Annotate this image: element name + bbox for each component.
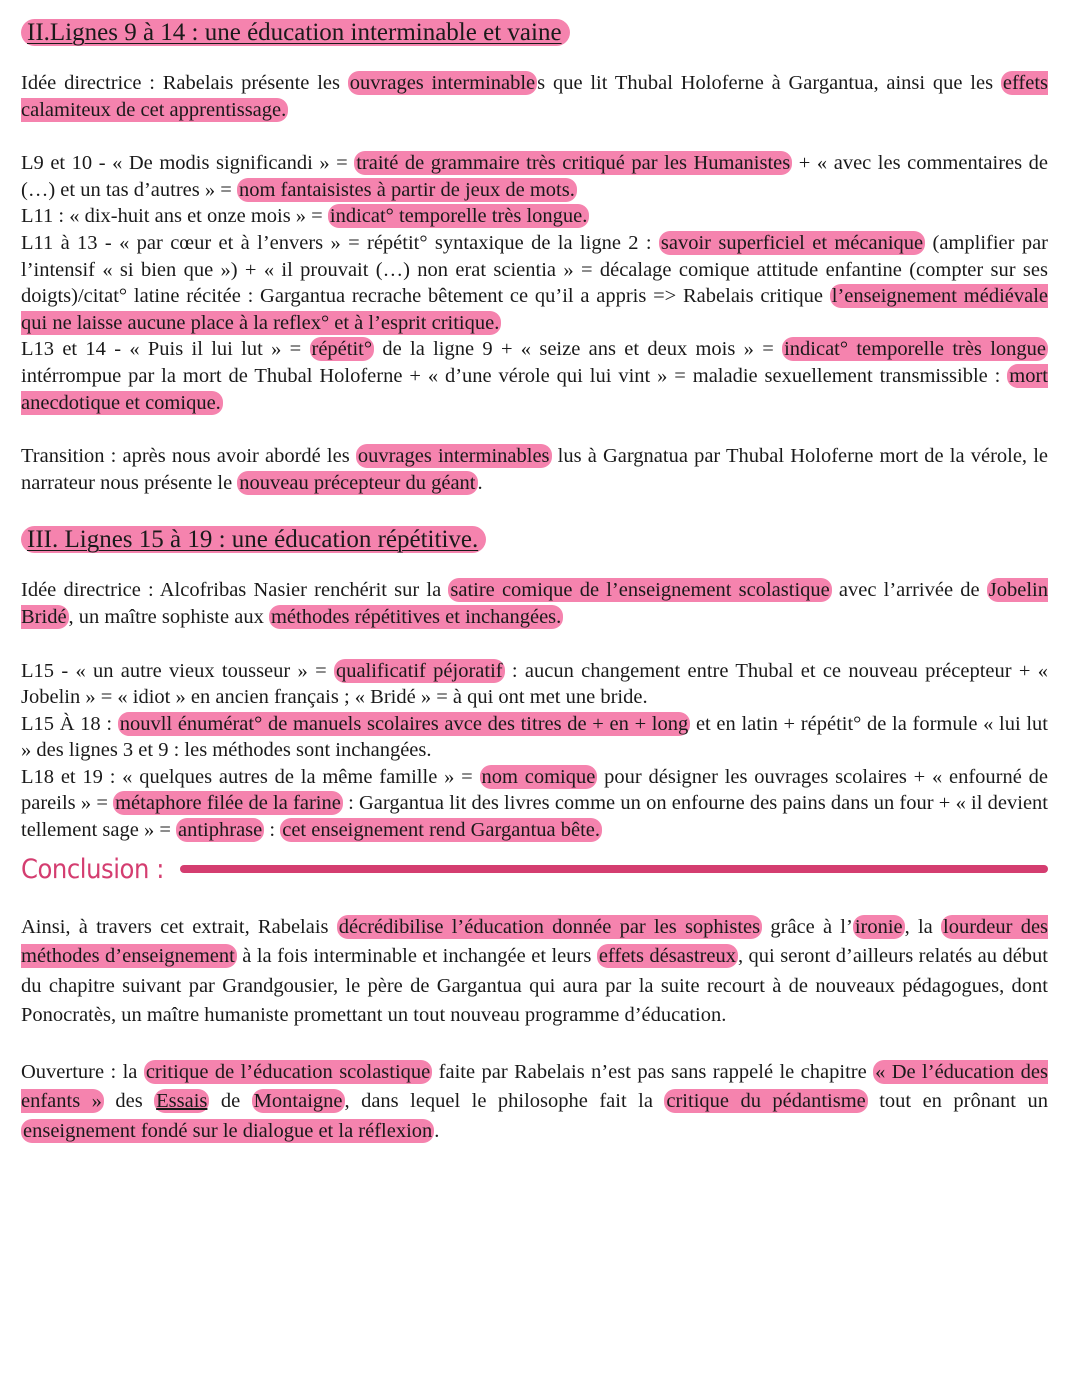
highlighted-text: nom comique [481, 765, 596, 788]
highlighted-text: satire comique de l’enseignement scolastique [450, 579, 830, 602]
section-2-title: II.Lignes 9 à 14 : une éducation interminable et vaine [21, 19, 570, 46]
text: Idée directrice : Alcofribas Nasier renchérit sur la [21, 579, 449, 602]
text: : Gargantua lit des livres comme un on enfourne des pains dans un four + « il devient tellement sage » = [21, 792, 1048, 842]
section-2-body [21, 70, 1048, 496]
conclusion-heading [21, 854, 1048, 885]
paragraph [21, 336, 1048, 416]
highlighted-text: ironie [854, 915, 903, 938]
text: s que lit Thubal Holoferne à Gargantua, ainsi que les [537, 72, 1001, 94]
text: Idée directrice : Rabelais présente les [21, 72, 348, 94]
highlighted-text: « De l’éducation des enfants » [21, 1060, 1048, 1113]
text: des [103, 1090, 155, 1113]
text: grâce à l’ [762, 915, 853, 938]
highlighted-text: indicat° temporelle très longue. [329, 205, 588, 228]
highlighted-text: cet enseignement rend Gargantua bête. [282, 819, 601, 842]
highlighted-text: enseignement fondé sur le dialogue et la réflexion [23, 1119, 433, 1142]
text: à la fois interminable et inchangée et leurs [236, 945, 597, 968]
paragraph [21, 70, 1048, 123]
paragraph [21, 913, 1048, 1031]
highlighted-text: ouvrages interminable [349, 72, 536, 94]
highlighted-text: nom fantaisistes à partir de jeux de mots. [238, 178, 575, 201]
highlighted-text: effets désastreux [598, 945, 736, 968]
text: lus à Gargnatua par Thubal Holoferne mort de la vérole, le narrateur nous présente le [21, 445, 1048, 494]
paragraph [21, 658, 1048, 711]
paragraph [21, 577, 1048, 630]
text: de la ligne 9 + « seize ans et deux mois » = [374, 338, 783, 361]
paragraph [21, 150, 1048, 203]
text: L11 : « dix-huit ans et onze mois » = [21, 205, 328, 228]
text: (amplifier par l’intensif « si bien que ») + « il prouvait (…) non erat scientia » = décalage comique attitude enfantine (compter sur ses doigts)/citat° latine récitée : Gargantua recrache bêtement ce qu’il a appris => Rabelais critique [21, 231, 1048, 308]
highlighted-text: traité de grammaire très critiqué par les Humanistes [356, 152, 791, 175]
conclusion-body [21, 913, 1048, 1147]
highlighted-text: Essais [156, 1090, 208, 1113]
section-3-heading [21, 523, 1048, 557]
text: L15 À 18 : [21, 712, 118, 735]
highlighted-text: effets calamiteux de cet apprentissage. [21, 72, 1049, 121]
paragraph [21, 711, 1048, 764]
text: Ouverture : la [21, 1060, 144, 1083]
highlighted-text: ouvrages interminables [357, 445, 550, 468]
document-page [21, 16, 1048, 1146]
text: pour désigner les ouvrages scolaires + « enfourné de pareils » = [21, 765, 1048, 815]
highlighted-text: mort anecdotique et comique. [21, 364, 1048, 414]
text: L9 et 10 - « De modis significandi » = [21, 152, 355, 175]
text: , qui seront d’ailleurs relatés au début du chapitre suivant par Grandgousier, le père de Gargantua qui aura par la suite recourt à de nouveaux pédagogues, dont Ponocratès, un maître humaniste promettant un tout nouveau programme d’éducation. [21, 945, 1048, 1027]
spacer [21, 496, 1048, 523]
section-3-body [21, 577, 1048, 843]
highlighted-text: l’enseignement médiévale qui ne laisse aucune place à la reflex° et à l’esprit critique. [21, 285, 1049, 334]
highlighted-text: nouveau précepteur du géant [239, 471, 476, 494]
text: Transition : après nous avoir abordé les [21, 445, 356, 468]
text: , un maître sophiste aux [68, 605, 269, 628]
paragraph [21, 203, 1048, 230]
highlighted-text: décrédibilise l’éducation donnée par les sophistes [338, 915, 761, 938]
highlighted-text: qualificatif péjoratif [335, 659, 503, 682]
highlighted-text: antiphrase [178, 819, 263, 842]
highlighted-text: indicat° temporelle très longue [784, 338, 1047, 361]
text: , dans lequel le philosophe fait la [344, 1090, 665, 1113]
text: Ainsi, à travers cet extrait, Rabelais [21, 915, 337, 938]
highlighted-text: critique du pédantisme [666, 1090, 866, 1113]
text: L15 - « un autre vieux tousseur » = [21, 659, 334, 682]
highlighted-text: métaphore filée de la farine [115, 792, 341, 815]
spacer [21, 1031, 1048, 1058]
highlighted-text: lourdeur des méthodes d’enseignement [21, 915, 1049, 968]
spacer [21, 123, 1048, 150]
conclusion-title: Conclusion : [21, 853, 164, 885]
paragraph [21, 764, 1048, 844]
text: de [209, 1090, 252, 1113]
text: tout en prônant un [867, 1090, 1048, 1113]
text: . [434, 1119, 440, 1142]
text: L11 à 13 - « par cœur et à l’envers » = répétit° syntaxique de la ligne 2 : [21, 231, 659, 254]
highlighted-text: méthodes répétitives et inchangées. [270, 605, 562, 628]
text: . [477, 471, 483, 494]
text: , la [904, 915, 942, 938]
spacer [21, 631, 1048, 658]
text: + « avec les commentaires de (…) et un tas d’autres » = [21, 152, 1049, 201]
text: et en latin + répétit° de la formule « lui lut » des lignes 3 et 9 : les méthodes sont inchangées. [21, 712, 1048, 762]
text: faite par Rabelais n’est pas sans rappelé le chapitre [432, 1060, 874, 1083]
highlighted-text: Jobelin Bridé [21, 579, 1048, 628]
text: L18 et 19 : « quelques autres de la même famille » = [21, 765, 480, 788]
text: : [264, 819, 281, 842]
spacer [21, 416, 1048, 443]
paragraph [21, 230, 1048, 336]
text: : aucun changement entre Thubal et ce nouveau précepteur + « Jobelin » = « idiot » en ancien français ; « Bridé » = à qui ont met une bride. [21, 659, 1048, 709]
text: L13 et 14 - « Puis il lui lut » = [21, 338, 310, 361]
section-2-heading [21, 16, 1048, 50]
highlighted-text: savoir superficiel et mécanique [660, 231, 924, 254]
decorative-divider [180, 865, 1048, 873]
highlighted-text: répétit° [311, 338, 373, 361]
text: avec l’arrivée de [831, 579, 987, 602]
highlighted-text: Montaigne [253, 1090, 343, 1113]
text: intérrompue par la mort de Thubal Holoferne + « d’une vérole qui lui vint » = maladie sexuellement transmissible : [21, 364, 1008, 387]
section-3-title: III. Lignes 15 à 19 : une éducation répétitive. [21, 526, 486, 553]
highlighted-text: critique de l’éducation scolastique [145, 1060, 431, 1083]
paragraph [21, 443, 1048, 496]
highlighted-text: nouvll énumérat° de manuels scolaires avce des titres de + en + long [119, 712, 689, 735]
paragraph [21, 1058, 1048, 1147]
